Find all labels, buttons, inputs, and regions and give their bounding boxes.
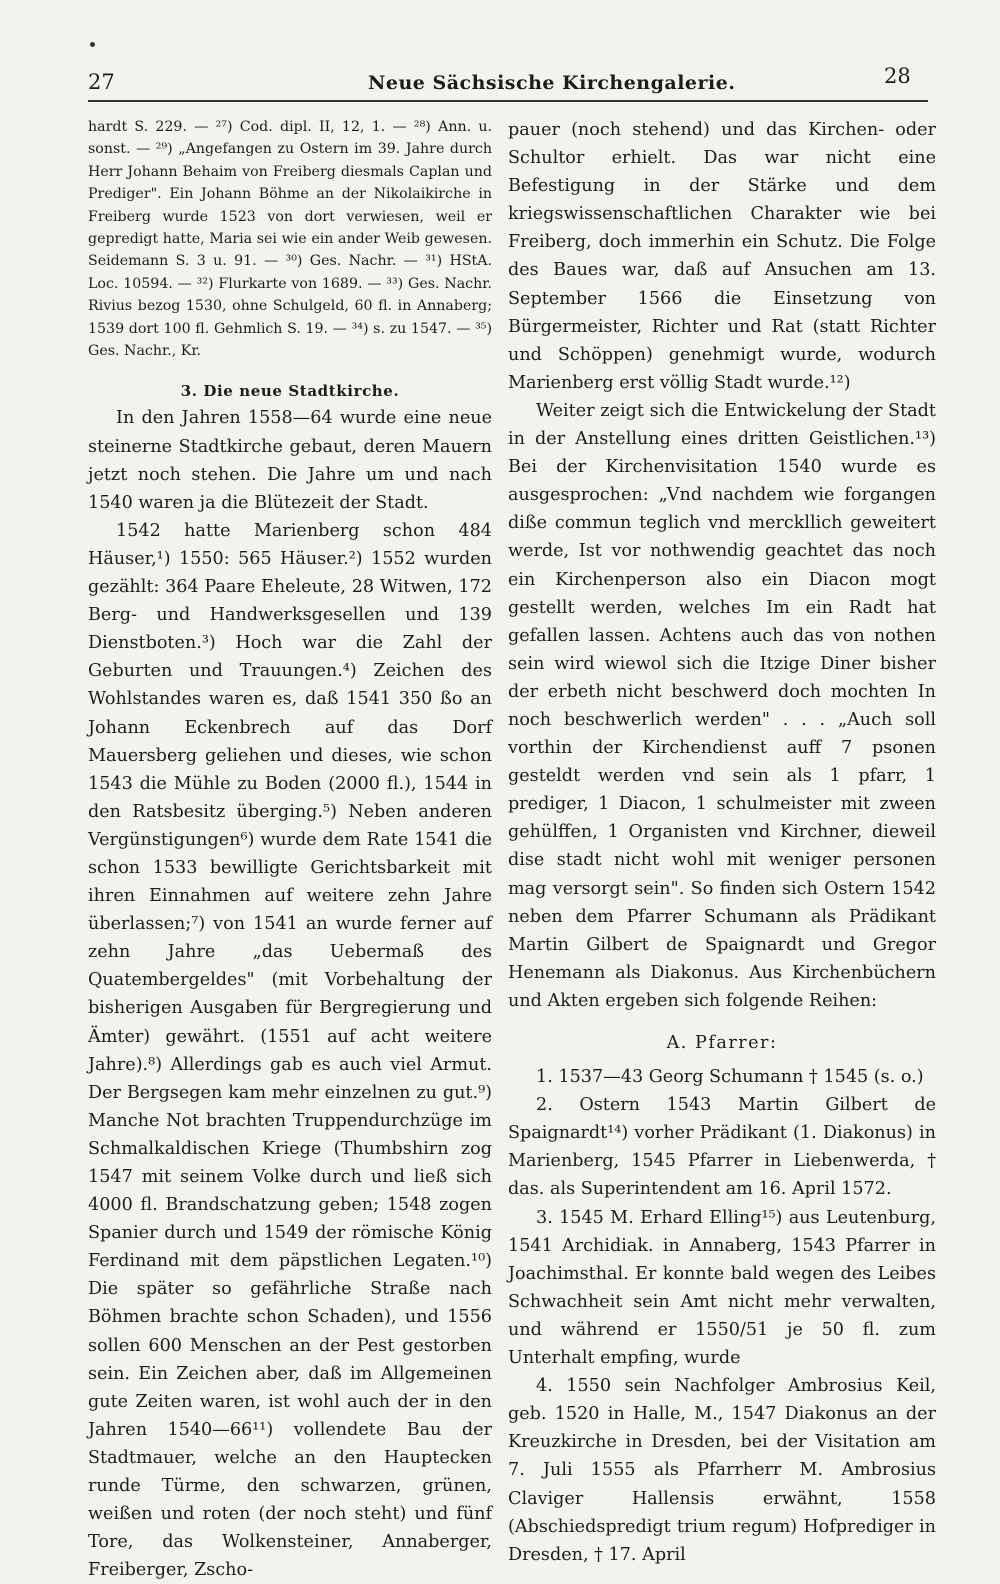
paragraph: In den Jahren 1558—64 wurde eine neue steinerne Stadtkirche gebaut, deren Mauern jetzt noch stehen. Die Jahre um und nach 1540 waren ja die Blütezeit der Stadt. (88, 408, 492, 513)
list-item: 2. Ostern 1543 Martin Gilbert de Spaignardt¹⁴) vorher Prädikant (1. Diakonus) in Marienberg, 1545 Pfarrer in Liebenwerda, † das. als Superintendent am 16. April 1572. (508, 1095, 936, 1200)
section-heading: 3. Die neue Stadtkirche. (180, 382, 400, 401)
header-rule (88, 100, 928, 102)
ink-dot (90, 42, 95, 47)
left-body (88, 404, 492, 1584)
list-heading: A. Pfarrer: (666, 1033, 778, 1053)
list-item: 3. 1545 M. Erhard Elling¹⁵) aus Leutenburg, 1541 Archidiak. in Annaberg, 1543 Pfarrer in Joachimsthal. Er konnte bald wegen des Leibes Schwachheit sein Amt nicht mehr verwalten, und während er 1550/51 je 50 fl. zum Unterhalt empfing, wurde (508, 1207, 936, 1369)
paragraph: 1542 hatte Marienberg schon 484 Häuser,¹) 1550: 565 Häuser.²) 1552 wurden gezählt: 364 Paare Eheleute, 28 Witwen, 172 Berg- und Handwerksgesellen und 139 Dienstboten.³) Hoch war die Zahl der Geburten und Trauungen.⁴) Zeichen des Wohlstandes waren es, daß 1541 350 ßo an Johann Eckenbrech auf das Dorf Mauersberg geliehen und dieses, wie schon 1543 die Mühle zu Boden (2000 fl.), 1544 in den Ratsbesitz überging.⁵) Neben anderen Vergünstigungen⁶) wurde dem Rate 1541 die schon 1533 bewilligte Gerichtsbarkeit mit ihren Einnahmen auf weitere zehn Jahre überlassen;⁷) von 1541 an wurde ferner auf zehn Jahre „das Uebermaß des Quatembergeldes" (mit Vorbehaltung der bisherigen Ausgaben für Bergregierung und Ämter) gewährt. (1551 auf acht weitere Jahre).⁸) Allerdings gab es auch viel Armut. Der Bergsegen kam mehr einzelnen zu gut.⁹) Manche Not brachten Truppendurchzüge im Schmalkaldischen Kriege (Thumbshirn zog 1547 mit seinem Volke durch und ließ sich 4000 fl. Brandschatzung geben; 1548 zogen Spanier durch und 1549 der römische König Ferdinand mit dem päpstlichen Legaten.¹⁰) Die später so gefährliche Straße nach Böhmen brachte schon Schaden), und 1556 sollen 600 Menschen an der Pest gestorben sein. Ein Zeichen aber, daß im Allgemeinen gute Zeiten waren, ist wohl auch der in den Jahren 1540—66¹¹) vollendete Bau der Stadtmauer, welche an den Hauptecken runde Türme, den schwarzen, grünen, weißen und roten (der noch steht) und fünf Tore, das Wolkensteiner, Annaberger, Freiberger, Zscho- (88, 520, 492, 1581)
page-number-right: 28 (884, 64, 911, 88)
running-title: Neue Sächsische Kirchengalerie. (368, 72, 736, 94)
right-column (508, 116, 936, 1569)
footnotes-text: hardt S. 229. — ²⁷) Cod. dipl. II, 12, 1. — ²⁸) Ann. u. sonst. — ²⁹) „Angefangen zu Ostern im 39. Jahre durch Herr Johann Behaim von Freiberg diesmals Caplan und Prediger". Ein Johann Böhme an der Nikolaikirche in Freiberg wurde 1523 von dort verwiesen, weil er gepredigt hatte, Maria sei wie ein ander Weib gewesen. Seidemann S. 3 u. 91. — ³⁰) Ges. Nachr. — ³¹) HStA. Loc. 10594. — ³²) Flurkarte von 1689. — ³³) Ges. Nachr. Rivius bezog 1530, ohne Schulgeld, 60 fl. in Annaberg; 1539 dort 100 fl. Gehmlich S. 19. — ³⁴) s. zu 1547. — ³⁵) Ges. Nachr., Kr. (88, 119, 492, 360)
right-body (508, 116, 936, 1569)
paragraph: pauer (noch stehend) und das Kirchen- oder Schultor erhielt. Das war nicht eine Befestigung in der Stärke und dem kriegswissenschaftlichen Charakter wie bei Freiberg, doch immerhin ein Schutz. Die Folge des Baues war, daß auf Ansuchen am 13. September 1566 die Einsetzung von Bürgermeister, Richter und Rat (statt Richter und Schöppen) genehmigt wurde, wodurch Marienberg erst völlig Stadt wurde.¹²) (508, 120, 936, 393)
page-number-left: 27 (88, 70, 115, 94)
list-item: 4. 1550 sein Nachfolger Ambrosius Keil, geb. 1520 in Halle, M., 1547 Diakonus an der Kreuzkirche in Dresden, bei der Visitation am 7. Juli 1555 als Pfarrherr M. Ambrosius Claviger Hallensis erwähnt, 1558 (Abschiedspredigt trium regum) Hofprediger in Dresden, † 17. April (508, 1376, 936, 1565)
paragraph: Weiter zeigt sich die Entwickelung der Stadt in der Anstellung eines dritten Geistlichen.¹³) Bei der Kirchenvisitation 1540 wurde es ausgesprochen: „Vnd nachdem wie forgangen diße commun teglich vnd merckllich geweitert werde, Ist vor nothwendig geachtet das noch ein Kirchenperson also ein Diacon mogt gestellt werden, welches Im ein Radt hat gefallen lassen. Achtens auch das von nothen sein wird wiewol sich die Itzige Diner bisher der erbeth nicht beschwerd doch mochten In noch beschwerlich werden" . . . „Auch soll vorthin der Kirchendienst auff 7 psonen gesteldt werden vnd sein als 1 pfarr, 1 prediger, 1 Diacon, 1 schulmeister mit zween gehülffen, 1 Organisten vnd Kirchner, dieweil dise stadt nicht wohl mit weniger personen mag versorgt sein". So finden sich Ostern 1542 neben dem Pfarrer Schumann als Prädikant Martin Gilbert de Spaignardt und Gregor Henemann als Diakonus. Aus Kirchenbüchern und Akten ergeben sich folgende Reihen: (508, 400, 936, 1011)
footnotes-block (88, 116, 492, 362)
left-column (88, 116, 492, 1584)
list-item: 1. 1537—43 Georg Schumann † 1545 (s. o.) (536, 1067, 924, 1088)
